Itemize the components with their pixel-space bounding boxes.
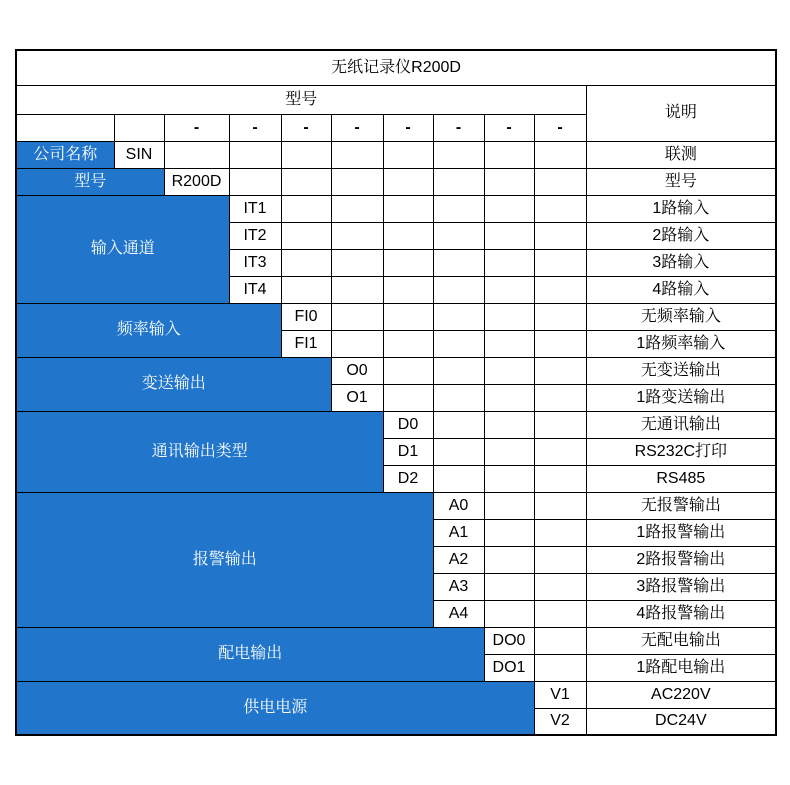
empty-cell bbox=[383, 249, 433, 276]
category-input-channel: 输入通道 bbox=[16, 195, 229, 303]
empty-cell bbox=[383, 384, 433, 411]
empty-cell bbox=[331, 330, 383, 357]
empty-cell bbox=[433, 330, 484, 357]
empty-cell bbox=[433, 384, 484, 411]
desc-cell: 1路输入 bbox=[586, 195, 776, 222]
empty-cell bbox=[534, 330, 586, 357]
category-transmit-output: 变送输出 bbox=[16, 357, 331, 411]
model-header: 型号 bbox=[16, 85, 586, 114]
empty-cell bbox=[331, 249, 383, 276]
desc-cell: 3路报警输出 bbox=[586, 573, 776, 600]
empty-cell bbox=[534, 303, 586, 330]
empty-cell bbox=[484, 303, 534, 330]
empty-cell bbox=[484, 249, 534, 276]
empty-cell bbox=[484, 438, 534, 465]
category-comm-output-type: 通讯输出类型 bbox=[16, 411, 383, 492]
empty-cell bbox=[281, 276, 331, 303]
desc-cell: 2路报警输出 bbox=[586, 546, 776, 573]
empty-cell bbox=[534, 168, 586, 195]
model-selection-table bbox=[15, 49, 777, 736]
empty-cell bbox=[281, 141, 331, 168]
dash-cell: - bbox=[281, 114, 331, 141]
code-cell: IT1 bbox=[229, 195, 281, 222]
desc-cell: 3路输入 bbox=[586, 249, 776, 276]
category-power-supply: 供电电源 bbox=[16, 681, 534, 735]
empty-cell bbox=[433, 276, 484, 303]
desc-cell: RS485 bbox=[586, 465, 776, 492]
desc-cell: 无配电输出 bbox=[586, 627, 776, 654]
category-alarm-output: 报警输出 bbox=[16, 492, 433, 627]
empty-cell bbox=[484, 465, 534, 492]
code-cell: A1 bbox=[433, 519, 484, 546]
code-cell: O0 bbox=[331, 357, 383, 384]
empty-cell bbox=[484, 546, 534, 573]
empty-cell bbox=[534, 627, 586, 654]
empty-cell bbox=[433, 141, 484, 168]
empty-cell bbox=[331, 222, 383, 249]
empty-cell bbox=[534, 411, 586, 438]
code-cell: O1 bbox=[331, 384, 383, 411]
empty-cell bbox=[484, 519, 534, 546]
category-model: 型号 bbox=[16, 168, 164, 195]
empty-cell bbox=[229, 168, 281, 195]
code-cell: IT4 bbox=[229, 276, 281, 303]
empty-cell bbox=[534, 573, 586, 600]
empty-cell bbox=[383, 276, 433, 303]
empty-cell bbox=[16, 114, 114, 141]
empty-cell bbox=[383, 222, 433, 249]
empty-cell bbox=[484, 141, 534, 168]
desc-cell: 4路输入 bbox=[586, 276, 776, 303]
empty-cell bbox=[534, 600, 586, 627]
empty-cell bbox=[534, 492, 586, 519]
empty-cell bbox=[114, 114, 164, 141]
empty-cell bbox=[484, 276, 534, 303]
empty-cell bbox=[164, 141, 229, 168]
empty-cell bbox=[534, 546, 586, 573]
empty-cell bbox=[383, 357, 433, 384]
empty-cell bbox=[484, 573, 534, 600]
empty-cell bbox=[484, 357, 534, 384]
code-cell: D2 bbox=[383, 465, 433, 492]
empty-cell bbox=[534, 519, 586, 546]
desc-cell: DC24V bbox=[586, 708, 776, 735]
dash-cell: - bbox=[484, 114, 534, 141]
code-cell: IT2 bbox=[229, 222, 281, 249]
code-cell: FI1 bbox=[281, 330, 331, 357]
desc-cell: AC220V bbox=[586, 681, 776, 708]
desc-cell: 型号 bbox=[586, 168, 776, 195]
dash-cell: - bbox=[383, 114, 433, 141]
empty-cell bbox=[383, 141, 433, 168]
empty-cell bbox=[534, 465, 586, 492]
empty-cell bbox=[484, 600, 534, 627]
code-cell: IT3 bbox=[229, 249, 281, 276]
empty-cell bbox=[534, 249, 586, 276]
code-cell: D1 bbox=[383, 438, 433, 465]
empty-cell bbox=[383, 168, 433, 195]
category-power-distribution-output: 配电输出 bbox=[16, 627, 484, 681]
empty-cell bbox=[534, 141, 586, 168]
empty-cell bbox=[433, 465, 484, 492]
code-cell: DO1 bbox=[484, 654, 534, 681]
empty-cell bbox=[281, 222, 331, 249]
empty-cell bbox=[534, 438, 586, 465]
desc-cell: 无频率输入 bbox=[586, 303, 776, 330]
empty-cell bbox=[484, 195, 534, 222]
model-selection-table-wrap bbox=[15, 49, 777, 736]
empty-cell bbox=[281, 168, 331, 195]
empty-cell bbox=[433, 168, 484, 195]
empty-cell bbox=[281, 249, 331, 276]
empty-cell bbox=[534, 654, 586, 681]
empty-cell bbox=[534, 357, 586, 384]
dash-cell: - bbox=[534, 114, 586, 141]
empty-cell bbox=[433, 303, 484, 330]
code-cell: FI0 bbox=[281, 303, 331, 330]
empty-cell bbox=[331, 168, 383, 195]
empty-cell bbox=[383, 303, 433, 330]
empty-cell bbox=[433, 249, 484, 276]
empty-cell bbox=[534, 384, 586, 411]
code-cell: A4 bbox=[433, 600, 484, 627]
empty-cell bbox=[331, 141, 383, 168]
empty-cell bbox=[534, 276, 586, 303]
code-cell: D0 bbox=[383, 411, 433, 438]
desc-cell: 联测 bbox=[586, 141, 776, 168]
empty-cell bbox=[433, 195, 484, 222]
empty-cell bbox=[534, 222, 586, 249]
empty-cell bbox=[331, 303, 383, 330]
desc-cell: 1路报警输出 bbox=[586, 519, 776, 546]
code-cell: V2 bbox=[534, 708, 586, 735]
desc-cell: RS232C打印 bbox=[586, 438, 776, 465]
empty-cell bbox=[331, 276, 383, 303]
code-cell: A0 bbox=[433, 492, 484, 519]
desc-cell: 1路频率输入 bbox=[586, 330, 776, 357]
empty-cell bbox=[433, 411, 484, 438]
table-title: 无纸记录仪R200D bbox=[16, 50, 776, 85]
desc-cell: 无变送输出 bbox=[586, 357, 776, 384]
desc-header: 说明 bbox=[586, 85, 776, 141]
dash-cell: - bbox=[433, 114, 484, 141]
empty-cell bbox=[484, 222, 534, 249]
desc-cell: 2路输入 bbox=[586, 222, 776, 249]
empty-cell bbox=[383, 195, 433, 222]
empty-cell bbox=[484, 411, 534, 438]
desc-cell: 1路配电输出 bbox=[586, 654, 776, 681]
code-cell: DO0 bbox=[484, 627, 534, 654]
empty-cell bbox=[484, 492, 534, 519]
empty-cell bbox=[433, 222, 484, 249]
desc-cell: 1路变送输出 bbox=[586, 384, 776, 411]
dash-cell: - bbox=[331, 114, 383, 141]
code-cell: R200D bbox=[164, 168, 229, 195]
dash-cell: - bbox=[229, 114, 281, 141]
empty-cell bbox=[484, 384, 534, 411]
desc-cell: 4路报警输出 bbox=[586, 600, 776, 627]
code-cell: SIN bbox=[114, 141, 164, 168]
code-cell: A3 bbox=[433, 573, 484, 600]
category-company-name: 公司名称 bbox=[16, 141, 114, 168]
desc-cell: 无报警输出 bbox=[586, 492, 776, 519]
empty-cell bbox=[433, 357, 484, 384]
code-cell: V1 bbox=[534, 681, 586, 708]
empty-cell bbox=[534, 195, 586, 222]
empty-cell bbox=[331, 195, 383, 222]
desc-cell: 无通讯输出 bbox=[586, 411, 776, 438]
empty-cell bbox=[383, 330, 433, 357]
empty-cell bbox=[484, 330, 534, 357]
empty-cell bbox=[229, 141, 281, 168]
dash-cell: - bbox=[164, 114, 229, 141]
empty-cell bbox=[484, 168, 534, 195]
empty-cell bbox=[433, 438, 484, 465]
category-frequency-input: 频率输入 bbox=[16, 303, 281, 357]
code-cell: A2 bbox=[433, 546, 484, 573]
empty-cell bbox=[281, 195, 331, 222]
